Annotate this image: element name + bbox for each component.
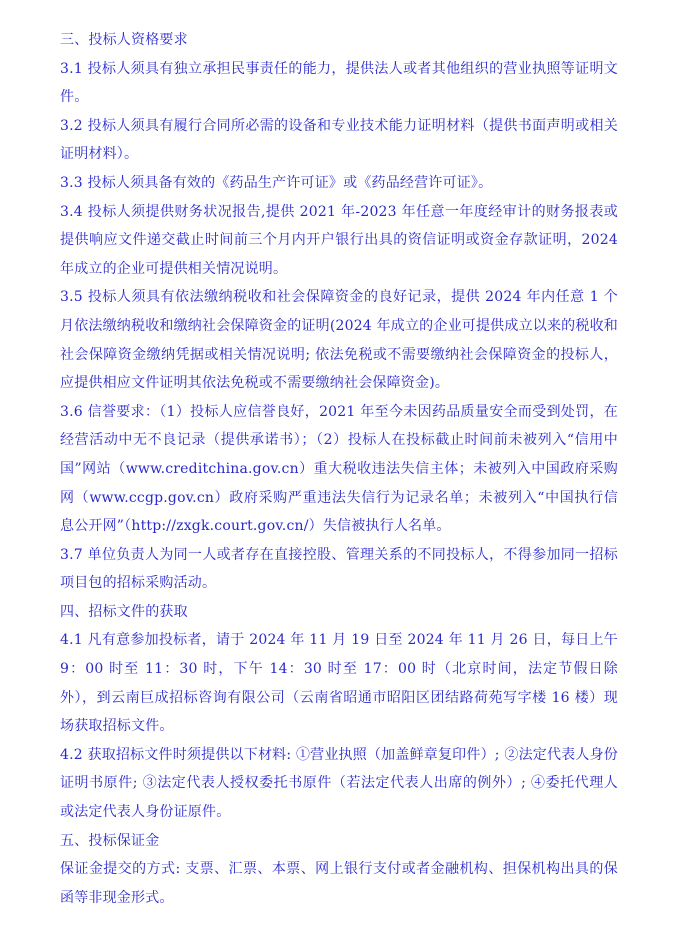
clause-3-3: 3.3 投标人须具备有效的《药品生产许可证》或《药品经营许可证》。	[60, 174, 493, 191]
clause-3-6: 3.6 信誉要求：（1）投标人应信誉良好，2021 年至今未因药品质量安全而受到处罚，在经营活动中无不良记录（提供承诺书）；（2）投标人在投标截止时间前未被列入“信用中国”网站（www.creditchina.gov.cn）重大税收违法失信主体；未被列入中国政府采购网（www.ccgp.gov.cn）政府采购严重违法失信行为记录名单；未被列入“中国执行信息公开网”（http://zxgk.court.gov.cn/）失信被执行人名单。	[60, 403, 618, 535]
clause-4-2: 4.2 获取招标文件时须提供以下材料: ①营业执照（加盖鲜章复印件）; ②法定代表人身份证明书原件; ③法定代表人授权委托书原件（若法定代表人出席的例外）; ④委托代理人或法定代表人身份证原件。	[60, 746, 618, 821]
section-heading-obtaining-tender-documents: 四、招标文件的获取	[60, 603, 188, 620]
clause-bid-bond-payment-methods: 保证金提交的方式: 支票、汇票、本票、网上银行支付或者金融机构、担保机构出具的保函等非现金形式。	[60, 861, 618, 906]
clause-3-2: 3.2 投标人须具有履行合同所必需的设备和专业技术能力证明材料（提供书面声明或相关证明材料）。	[60, 117, 618, 163]
clause-4-1: 4.1 凡有意参加投标者，请于 2024 年 11 月 19 日至 2024 年 11 月 26 日，每日上午 9：00 时至 11：30 时，下午 14：30 时至 17：00 时（北京时间，法定节假日除外），到云南巨成招标咨询有限公司（云南省昭通市昭阳区团结路荷苑写字楼 16 楼）现场获取招标文件。	[60, 632, 618, 735]
section-heading-bid-bond: 五、投标保证金	[60, 832, 160, 849]
clause-3-1: 3.1 投标人须具有独立承担民事责任的能力，提供法人或者其他组织的营业执照等证明文件。	[60, 60, 618, 106]
section-heading-bidder-qualifications: 三、投标人资格要求	[60, 32, 188, 48]
clause-3-4: 3.4 投标人须提供财务状况报告,提供 2021 年-2023 年任意一年度经审计的财务报表或提供响应文件递交截止时间前三个月内开户银行出具的资信证明或资金存款证明，2024 年成立的企业可提供相关情况说明。	[60, 203, 618, 277]
clause-3-5: 3.5 投标人须具有依法缴纳税收和社会保障资金的良好记录，提供 2024 年内任意 1 个月依法缴纳税收和缴纳社会保障资金的证明(2024 年成立的企业可提供成立以来的税收和社会保障资金缴纳凭据或相关情况说明; 依法免税或不需要缴纳社会保障资金的投标人，应提供相应文件证明其依法免税或不需要缴纳社会保障资金)。	[60, 289, 618, 392]
document-body	[60, 26, 618, 912]
clause-3-7: 3.7 单位负责人为同一人或者存在直接控股、管理关系的不同投标人，不得参加同一招标项目包的招标采购活动。	[60, 546, 618, 592]
